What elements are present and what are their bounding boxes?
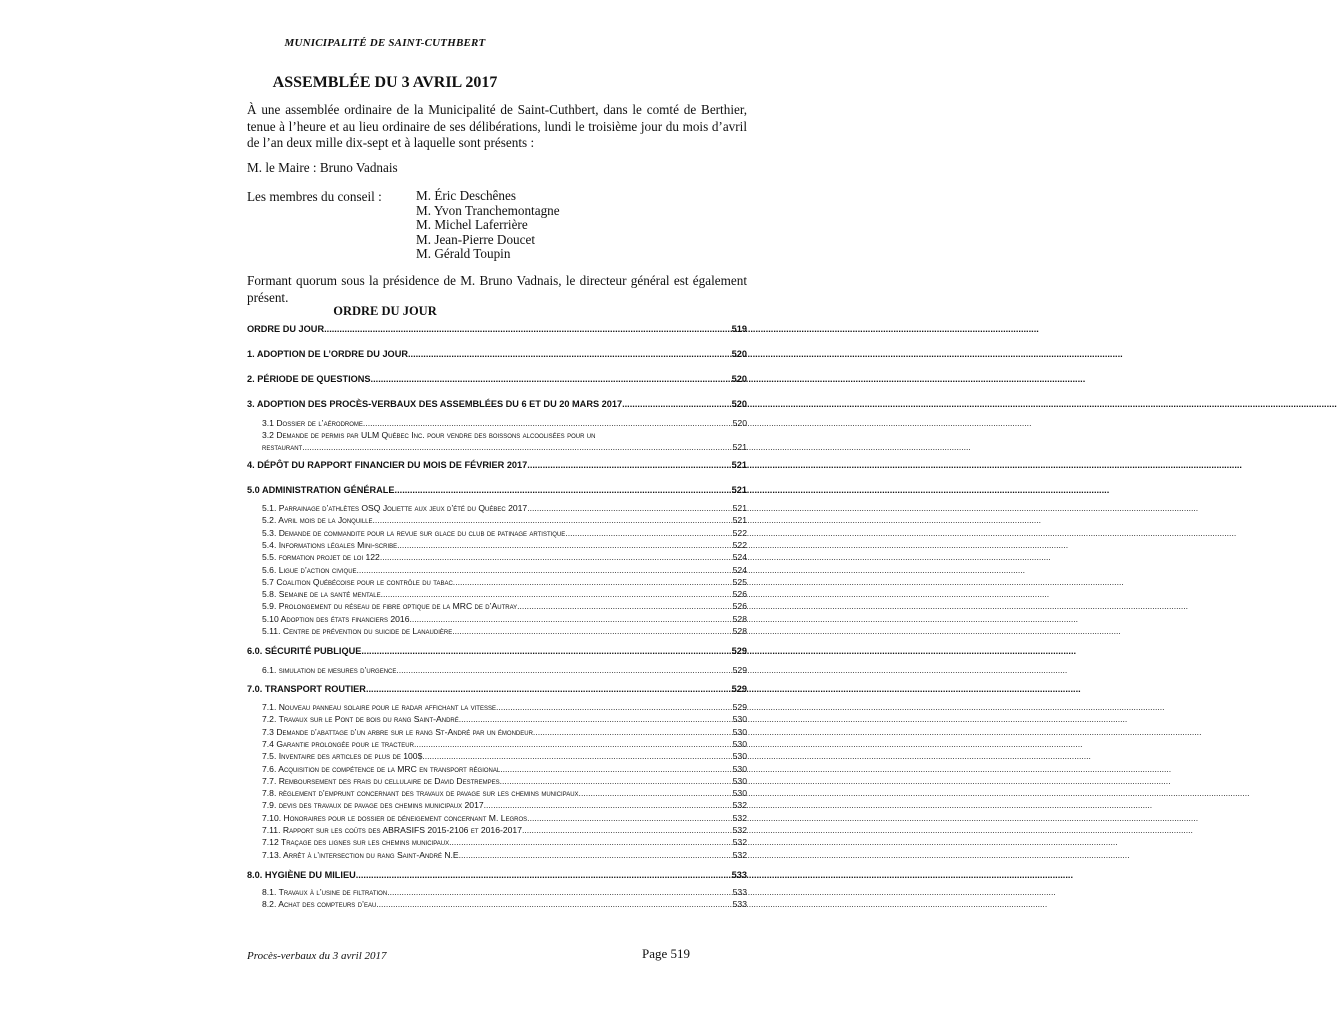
toc-subentry: 7.4 Garantie prolongée pour le tracteur ..... 530 [262,739,747,749]
toc-subentry: 8.1. Travaux à l’usine de filtration ..... 533 [262,887,747,897]
toc-entry: 1. ADOPTION DE L’ORDRE DU JOUR ..... 520 [247,349,747,359]
toc-subentry: 5.2. Avril mois de la Jonquille ..... 521 [262,515,747,525]
page-title: ASSEMBLÉE DU 3 AVRIL 2017 [272,74,498,91]
toc-subentry: 5.11. Centre de prévention du suicide de Lanaudière ..... 528 [262,626,747,636]
municipality-header: MUNICIPALITÉ DE SAINT-CUTHBERT [284,37,486,49]
toc-entry: ORDRE DU JOUR ..... 519 [247,324,747,334]
toc-entry: 5.0 ADMINISTRATION GÉNÉRALE ..... 521 [247,485,747,495]
mayor-line: M. le Maire : Bruno Vadnais [247,160,398,175]
toc-subentry: 5.8. Semaine de la santé mentale ..... 526 [262,589,747,599]
toc-entry: 7.0. TRANSPORT ROUTIER ..... 529 [247,684,747,694]
council-label: Les membres du conseil : [247,189,382,204]
toc-subentry: 7.6. Acquisition de compétence de la MRC en transport régional. ..... 530 [262,764,747,774]
council-member: M. Michel Laferrière [416,217,528,233]
toc-subentry: 3.1 Dossier de l’aérodrome ..... 520 [262,418,747,428]
toc-entry: 2. PÉRIODE DE QUESTIONS ..... 520 [247,374,747,384]
quorum-paragraph: Formant quorum sous la présidence de M. Bruno Vadnais, le directeur général est également présent. [247,273,747,305]
toc-subentry: 7.9. devis des travaux de pavage des chemins municipaux 2017 ..... 532 [262,800,747,810]
toc-subentry: 5.5. formation projet de loi 122. ..... 524 [262,552,747,562]
agenda-title: ORDRE DU JOUR [333,304,437,318]
toc-subentry: 7.7. Remboursement des frais du cellulaire de David Destrempes. ..... 530 [262,776,747,786]
toc-entry: 3. ADOPTION DES PROCÈS-VERBAUX DES ASSEMBLÉES DU 6 ET DU 20 MARS 2017 ..... 520 [247,399,747,409]
toc-subentry: 5.7 Coalition Québécoise pour le contrôle du tabac. ..... 525 [262,577,747,587]
page-number: Page 519 [642,946,691,961]
toc-subentry: 5.1. Parrainage d’athlètes OSQ Joliette aux jeux d’été du Québec 2017. ..... 521 [262,503,747,513]
toc-subentry: 7.3 Demande d’abattage d’un arbre sur le rang St-André par un émondeur ..... 530 [262,727,747,737]
council-member: M. Jean-Pierre Doucet [416,231,536,247]
toc-subentry: 6.1. simulation de mesures d’urgence. ..... 529 [262,665,747,675]
toc-entry: 4. DÉPÔT DU RAPPORT FINANCIER DU MOIS DE FÉVRIER 2017 ..... 521 [247,460,747,470]
council-member: M. Yvon Tranchemontagne [416,202,560,218]
council-member: M. Éric Deschênes [416,188,516,203]
toc-subentry: 7.2. Travaux sur le Pont de bois du rang Saint-André ..... 530 [262,714,747,724]
toc-subentry: 5.4. Informations légales Mini-scribe. ..... 522 [262,540,747,550]
toc-subentry: 5.9. Prolongement du réseau de fibre optique de la MRC de d’Autray. ..... 526 [262,601,747,611]
toc-subentry: 7.8. règlement d’emprunt concernant des travaux de pavage sur les chemins municipaux. ..... 530 [262,788,747,798]
toc-subentry: 7.12 Traçage des lignes sur les chemins municipaux ..... 532 [262,837,747,847]
toc-entry: 8.0. HYGIÈNE DU MILIEU. ..... 533 [247,870,747,880]
toc-subentry: 8.2. Achat des compteurs d’eau. ..... 533 [262,899,747,909]
toc-subentry: 7.1. Nouveau panneau solaire pour le radar affichant la vitesse ..... 529 [262,702,747,712]
council-member: M. Gérald Toupin [416,246,511,262]
toc-subentry: 5.10 Adoption des états financiers 2016 ..... 528 [262,614,747,624]
toc-subentry: 5.3. Demande de commandite pour la revue sur glace du club de patinage artistique. ..... 522 [262,528,747,538]
toc-subentry: 7.10. Honoraires pour le dossier de déneigement concernant M. Legros. ..... 532 [262,813,747,823]
toc-subentry: 5.6. Ligue d’action civique ..... 524 [262,565,747,575]
toc-subentry-wrap: 3.2 Demande de permis par ULM Québec Inc. pour vendre des boissons alcoolisées pour un [262,430,596,440]
council-members [416,189,560,262]
intro-paragraph: À une assemblée ordinaire de la Municipalité de Saint-Cuthbert, dans le comté de Berthier, tenue à l’heure et au lieu ordinaire de ses délibérations, lundi le troisième jour du mois d’avril de l’an deux mille dix-sept et à laquelle sont présents : [247,102,747,150]
toc-subentry: 7.13. Arrêt à l’intersection du rang Saint-André N.E. ..... 532 [262,850,747,860]
toc-subentry: 7.5. Inventaire des articles de plus de 100$ ..... 530 [262,751,747,761]
toc-subentry: restaurant ..... 521 [262,442,747,452]
toc-entry: 6.0. SÉCURITÉ PUBLIQUE ..... 529 [247,646,747,656]
footer-title: Procès-verbaux du 3 avril 2017 [247,950,387,962]
toc-subentry: 7.11. Rapport sur les coûts des ABRASIFS 2015-2106 et 2016-2017. ..... 532 [262,825,747,835]
